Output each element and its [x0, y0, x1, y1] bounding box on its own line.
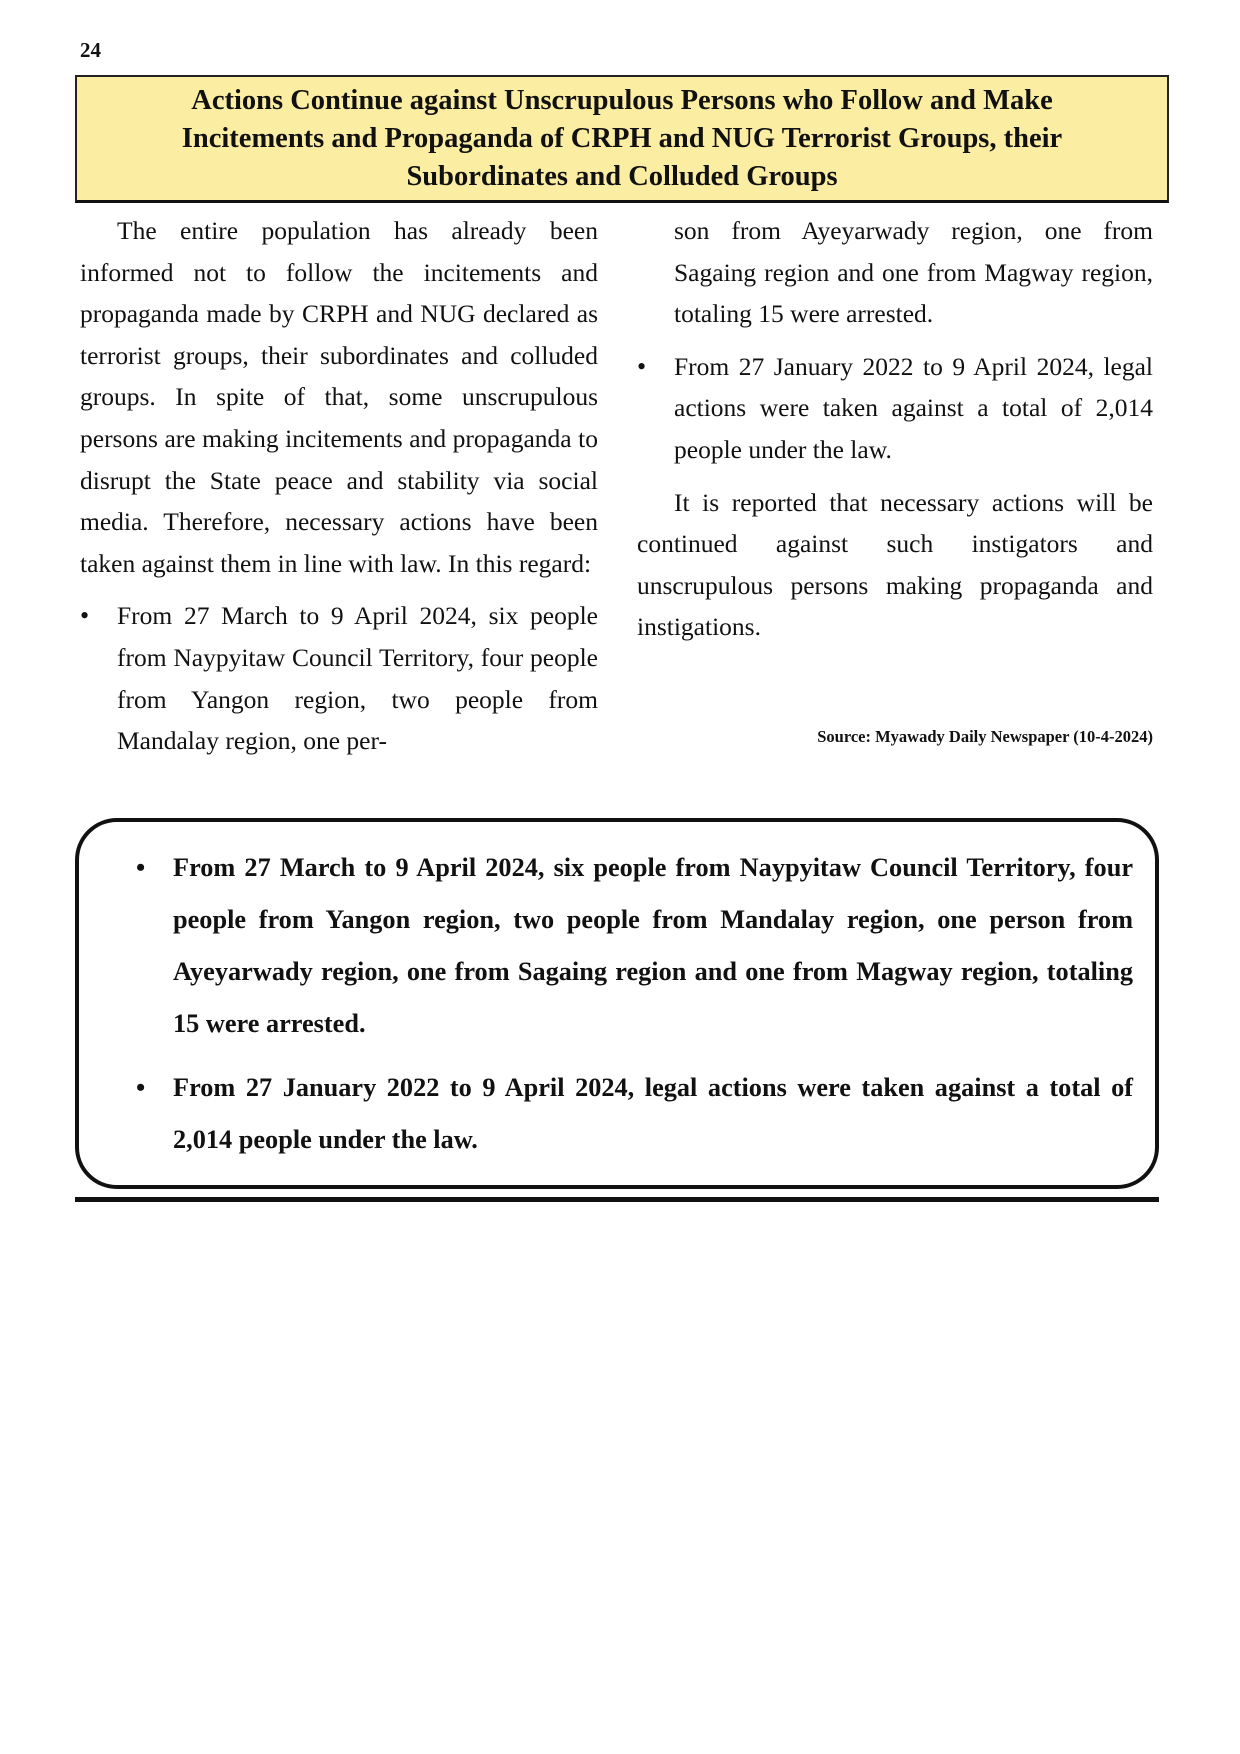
legal-action-bullet-list: [637, 346, 1153, 471]
closing-paragraph: It is reported that necessary actions will be continued against such instigators and unscrupulous persons making propaganda and instigations.: [637, 487, 1153, 642]
summary-item-legal-actions: • From 27 January 2022 to 9 April 2024, legal actions were taken against a total of 2,014 people under the law.: [136, 1062, 1133, 1166]
bullet-arrests-part-1: • From 27 March to 9 April 2024, six people from Naypyitaw Council Territory, four people from Yangon region, two people from Mandalay region, one per-: [80, 595, 598, 761]
headline-line-2: Incitements and Propaganda of CRPH and NUG Terrorist Groups, their: [181, 122, 1063, 154]
bullet-arrests-part-2: son from Ayeyarwady region, one from Sagaing region and one from Magway region, totaling 15 were arrested.: [674, 216, 1153, 329]
page-number: 24: [80, 38, 101, 62]
summary-item-arrests: • From 27 March to 9 April 2024, six people from Naypyitaw Council Territory, four people from Yangon region, two people from Mandalay region, one person from Ayeyarwady region, one from Sagaing region and one from Magway region, totaling 15 were arrested.: [136, 842, 1133, 1050]
headline-line-1: Actions Continue against Unscrupulous Persons who Follow and Make: [191, 84, 1053, 116]
headline-line-3: Subordinates and Colluded Groups: [406, 160, 838, 192]
bullet-legal-actions: • From 27 January 2022 to 9 April 2024, legal actions were taken against a total of 2,014 people under the law.: [637, 346, 1153, 471]
summary-box: [75, 818, 1159, 1189]
article-column-left: [80, 210, 598, 773]
source-credit: Source: Myawady Daily Newspaper (10-4-2024): [817, 727, 1153, 746]
intro-paragraph: The entire population has already been informed not to follow the incitements and propaganda made by CRPH and NUG declared as terrorist groups, their subordinates and colluded groups. In spite of that, some unscrupulous persons are making incitements and propaganda to disrupt the State peace and stability via social media. Therefore, necessary actions have been taken against them in line with law. In this regard:: [80, 216, 598, 578]
bottom-divider: [75, 1197, 1159, 1202]
article-column-right: [637, 210, 1153, 648]
headline-box: [75, 75, 1169, 203]
summary-list: [136, 842, 1133, 1166]
arrest-bullet-list: [80, 595, 598, 761]
